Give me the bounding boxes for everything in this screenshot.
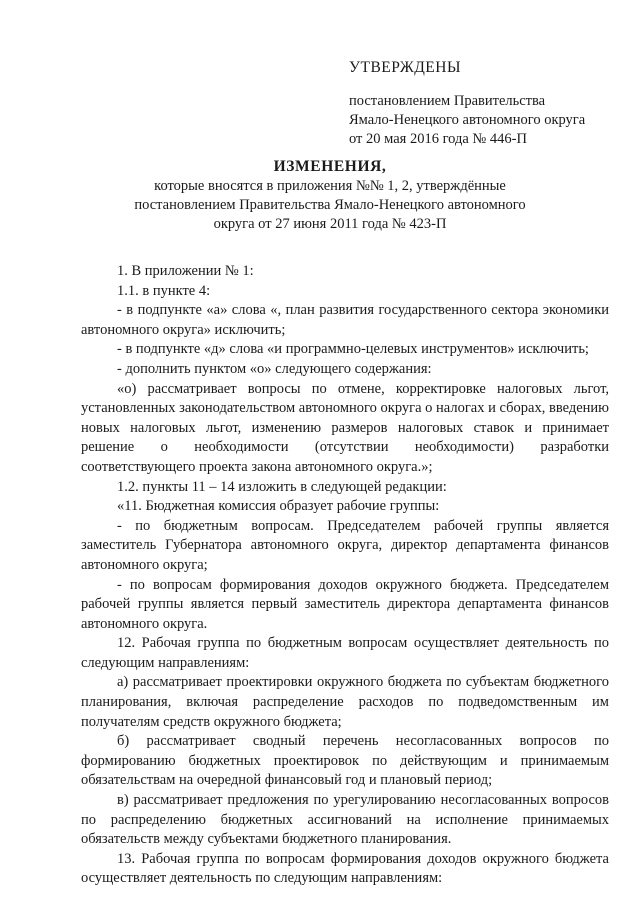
paragraph: а) рассматривает проектировки окружного бюджета по субъектам бюджетного планирования, включая распределение расходов по подведомственным им получателям средств окружного бюджета;: [81, 674, 609, 730]
paragraph: 1. В приложении № 1:: [117, 263, 254, 279]
document-heading: [60, 157, 600, 234]
paragraph: - по бюджетным вопросам. Председателем рабочей группы является заместитель Губернатора автономного округа, директор департамента финансов автономного округа;: [81, 517, 609, 573]
document-subtitle-line: постановлением Правительства Ямало-Ненецкого автономного: [134, 197, 526, 213]
paragraph: б) рассматривает сводный перечень несогласованных вопросов по формированию бюджетных проектировок по действующим и принимаемым обязательствам на очередной финансовый год и плановый период;: [81, 733, 609, 789]
document-subtitle-line: которые вносятся в приложения №№ 1, 2, утверждённые: [154, 178, 506, 194]
paragraph: - в подпункте «а» слова «, план развития государственного сектора экономики автономного округа» исключить;: [81, 302, 609, 338]
approval-line: Ямало-Ненецкого автономного округа: [349, 112, 586, 128]
paragraph: 1.1. в пункте 4:: [117, 282, 211, 299]
paragraph: - дополнить пунктом «о» следующего содержания:: [117, 360, 432, 377]
approval-line: постановлением Правительства: [349, 93, 546, 109]
paragraph: - в подпункте «д» слова «и программно-целевых инструментов» исключить;: [117, 341, 589, 358]
paragraph: 12. Рабочая группа по бюджетным вопросам осуществляет деятельность по следующим направлениям:: [81, 635, 609, 671]
paragraph: «11. Бюджетная комиссия образует рабочие группы:: [117, 498, 440, 515]
document-body: [81, 262, 609, 889]
paragraph: «о) рассматривает вопросы по отмене, корректировке налоговых льгот, установленных законодательством автономного округа о налогах и сборах, введению новых налоговых льгот, изменению размеров налоговых ставок и принимает решение о необходимости (отсутствии необходимости) разработки соответствующего проекта закона автономного округа.»;: [81, 380, 609, 475]
approval-line: от 20 мая 2016 года № 446-П: [349, 131, 527, 147]
approval-title: УТВЕРЖДЕНЫ: [349, 59, 461, 76]
paragraph: 1.2. пункты 11 – 14 изложить в следующей редакции:: [117, 478, 447, 495]
document-subtitle-line: округа от 27 июня 2011 года № 423-П: [213, 216, 447, 232]
paragraph: 13. Рабочая группа по вопросам формирования доходов окружного бюджета осуществляет деятельность по следующим направлениям:: [81, 850, 609, 887]
approval-block: [349, 58, 609, 149]
paragraph: в) рассматривает предложения по урегулированию несогласованных вопросов по распределению бюджетных ассигнований на исполнение принимаемых обязательств между субъектами бюджетного планирования.: [81, 792, 609, 848]
document-title: ИЗМЕНЕНИЯ,: [273, 158, 387, 175]
paragraph: - по вопросам формирования доходов окружного бюджета. Председателем рабочей группы является первый заместитель директора департамента финансов автономного округа.: [81, 576, 609, 632]
